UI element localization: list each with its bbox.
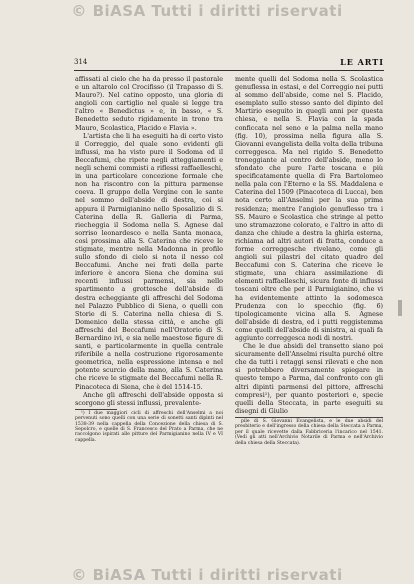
paragraph: Anche gli affreschi dell'abside opposta si scorgono gli stessi influssi, prevalente- [75,390,223,407]
footnote-divider [75,409,117,410]
page-number: 314 [74,58,88,66]
paragraph: Che le due absidi del transetto siano poi sicuramente dell'Anselmi risulta purché oltre che da tutti i retaggi sensi rilevati e che non si potrebbero diversamente spiegare in questo tempo a Parma, dal confronto con gli altri dipinti parmensi del pittore, affreschi compresi¹), per quanto posteriori e, specie quelli della Steccata, in parte eseguiti su disegni di Giulio [235,342,383,415]
running-title: LE ARTI [340,57,384,67]
footnote-divider [235,417,383,418]
footnote: pile di S. Giovanni Evangelista, e le due absidi del presbiterio e dell'ingresso della chiesa della Steccata a Parma, per il quale ricevette dalla Fabbriceria l'incarico nel 1541. (Vedi gli atti nell'Archivio Notarile di Parma e nell'Archivio della chiesa della Steccata). [235,418,383,446]
paragraph: mente quelli del Sodoma nella S. Scolastica genuflessa in estasi, e del Correggio nei putti al sommo dell'abside, come nel S. Placido, esemplato sullo stesso santo del dipinto del Martirio eseguito in quegli anni per questa chiesa, e nella S. Flavia con la spada conficcata nel seno e la palma nella mano (fig. 10), prossima nella figura alla S. Giovanni evangelista della volta della tribuna correggesca. Ma nel rigido S. Benedetto troneggiante al centro dell'abside, meno lo sfondato che pure l'arte toscana e più specificatamente quella di Fra Bartolomeo nella pala con l'Eterno e la SS. Maddalena e Caterina del 1509 (Pinacoteca di Lucca), ben nota certo all'Anselmi per la sua prima residenza; mentre l'angiolo genuflesso tra i SS. Mauro e Scolastica che stringe al petto uno stramazzone colorato, e l'altro in atto di danza che chiude a destra la ghirla esterna, richiama ad altri autori di fratta, conduce a forme correggesche rivelano, come gli angioli sui pilastri del citato quadro del Beccafumi con S. Caterina che riceve le stigmate, una chiara assimilazione di elementi raffaelleschi, sicura fonte di influssi toscani oltre che per il Parmigianino, che vi ha evidentemente attinto la sodomesca Prudenza con lo specchio (fig. 6) tipologicamente vicina alla S. Agnese dell'abside di destra, ed i putti reggistemma come quelli dell'abside di sinistra, ai quali fa aggiunto correggesca nodi di nostri. [235,75,383,342]
footnote: ¹) I due maggiori cicli di affreschi dell'Anselmi a noi pervenuti sono quelli con una serie di sonetti santi dipinti nel 1538-39 nella cappella della Concezione della chiesa di S. Sepolcro, e quelle di S. Francesco del Prato a Parma, che ne raccolgono ispirati alle pitture del Parmigianino nella IV e VI cappella. [75,410,223,443]
watermark-top: © BiASA Tutti i diritti riservati [71,2,343,20]
paragraph: L'artista che li ha eseguiti ha di certo visto il Correggio, del quale sono evidenti gli influssi, ma ha visto pure il Sodoma ed il Beccafumi, che ripete negli atteggiamenti e negli schemi commisti a riflessi raffaelleschi, in una particolare concezione formale che non ha riscontro con la pittura parmense coeva. Il gruppo della Vergine con le sante nel sommo dell'abside di destra, coi si appura il Parmigianino nello Sposalizio di S. Caterina della R. Galleria di Parma, riecheggia il Sodoma nella S. Agnese dal sorriso leonardesco e nella Santa monaca, così prossima alla S. Caterina che riceve le stigmate, mentre nella Madonna in profilo sullo sfondo di cielo si nota il nesso col Beccafumi. Anche nei frati della parte inferiore è ancora Siena che domina sui recenti influssi parmensi, sia nello spartimento a grottesche dell'abside di destra echeggiante gli affreschi del Sodoma nel Palazzo Pubblico di Siena, o quelli con Storie di S. Caterina nella chiesa di S. Domenico della stessa città, e anche gli affreschi del Beccafumi nell'Oratorio di S. Bernardino ivi, e sia nelle maestose figure di santi, e particolarmente in quella centrale riferibile a nella costruzione rigorosamente geometrica, nella espressione intensa e nel potente scurcio della mano, alla S. Caterina che riceve le stigmate del Beccafumi nella R. Pinacoteca di Siena, che è del 1514-15. [75,131,223,391]
right-column [235,75,383,446]
left-column [75,75,223,443]
page-header [74,58,384,71]
watermark-bottom: © BiASA Tutti i diritti riservati [71,566,343,584]
paragraph: affissati al cielo che ha da presso il pastorale e un altarolo col Crocifisso (il Trapasso di S. Mauro?). Nel catino opposto, una gloria di angioli con cartiglio nel quale si legge tra l'altro « Benedictus » e, in basso, « S. Benedetto seduto rigidamente in trono tra Mauro, Scolastica, Placido e Flavia ». [75,75,223,132]
scan-edge-mark [398,300,402,316]
